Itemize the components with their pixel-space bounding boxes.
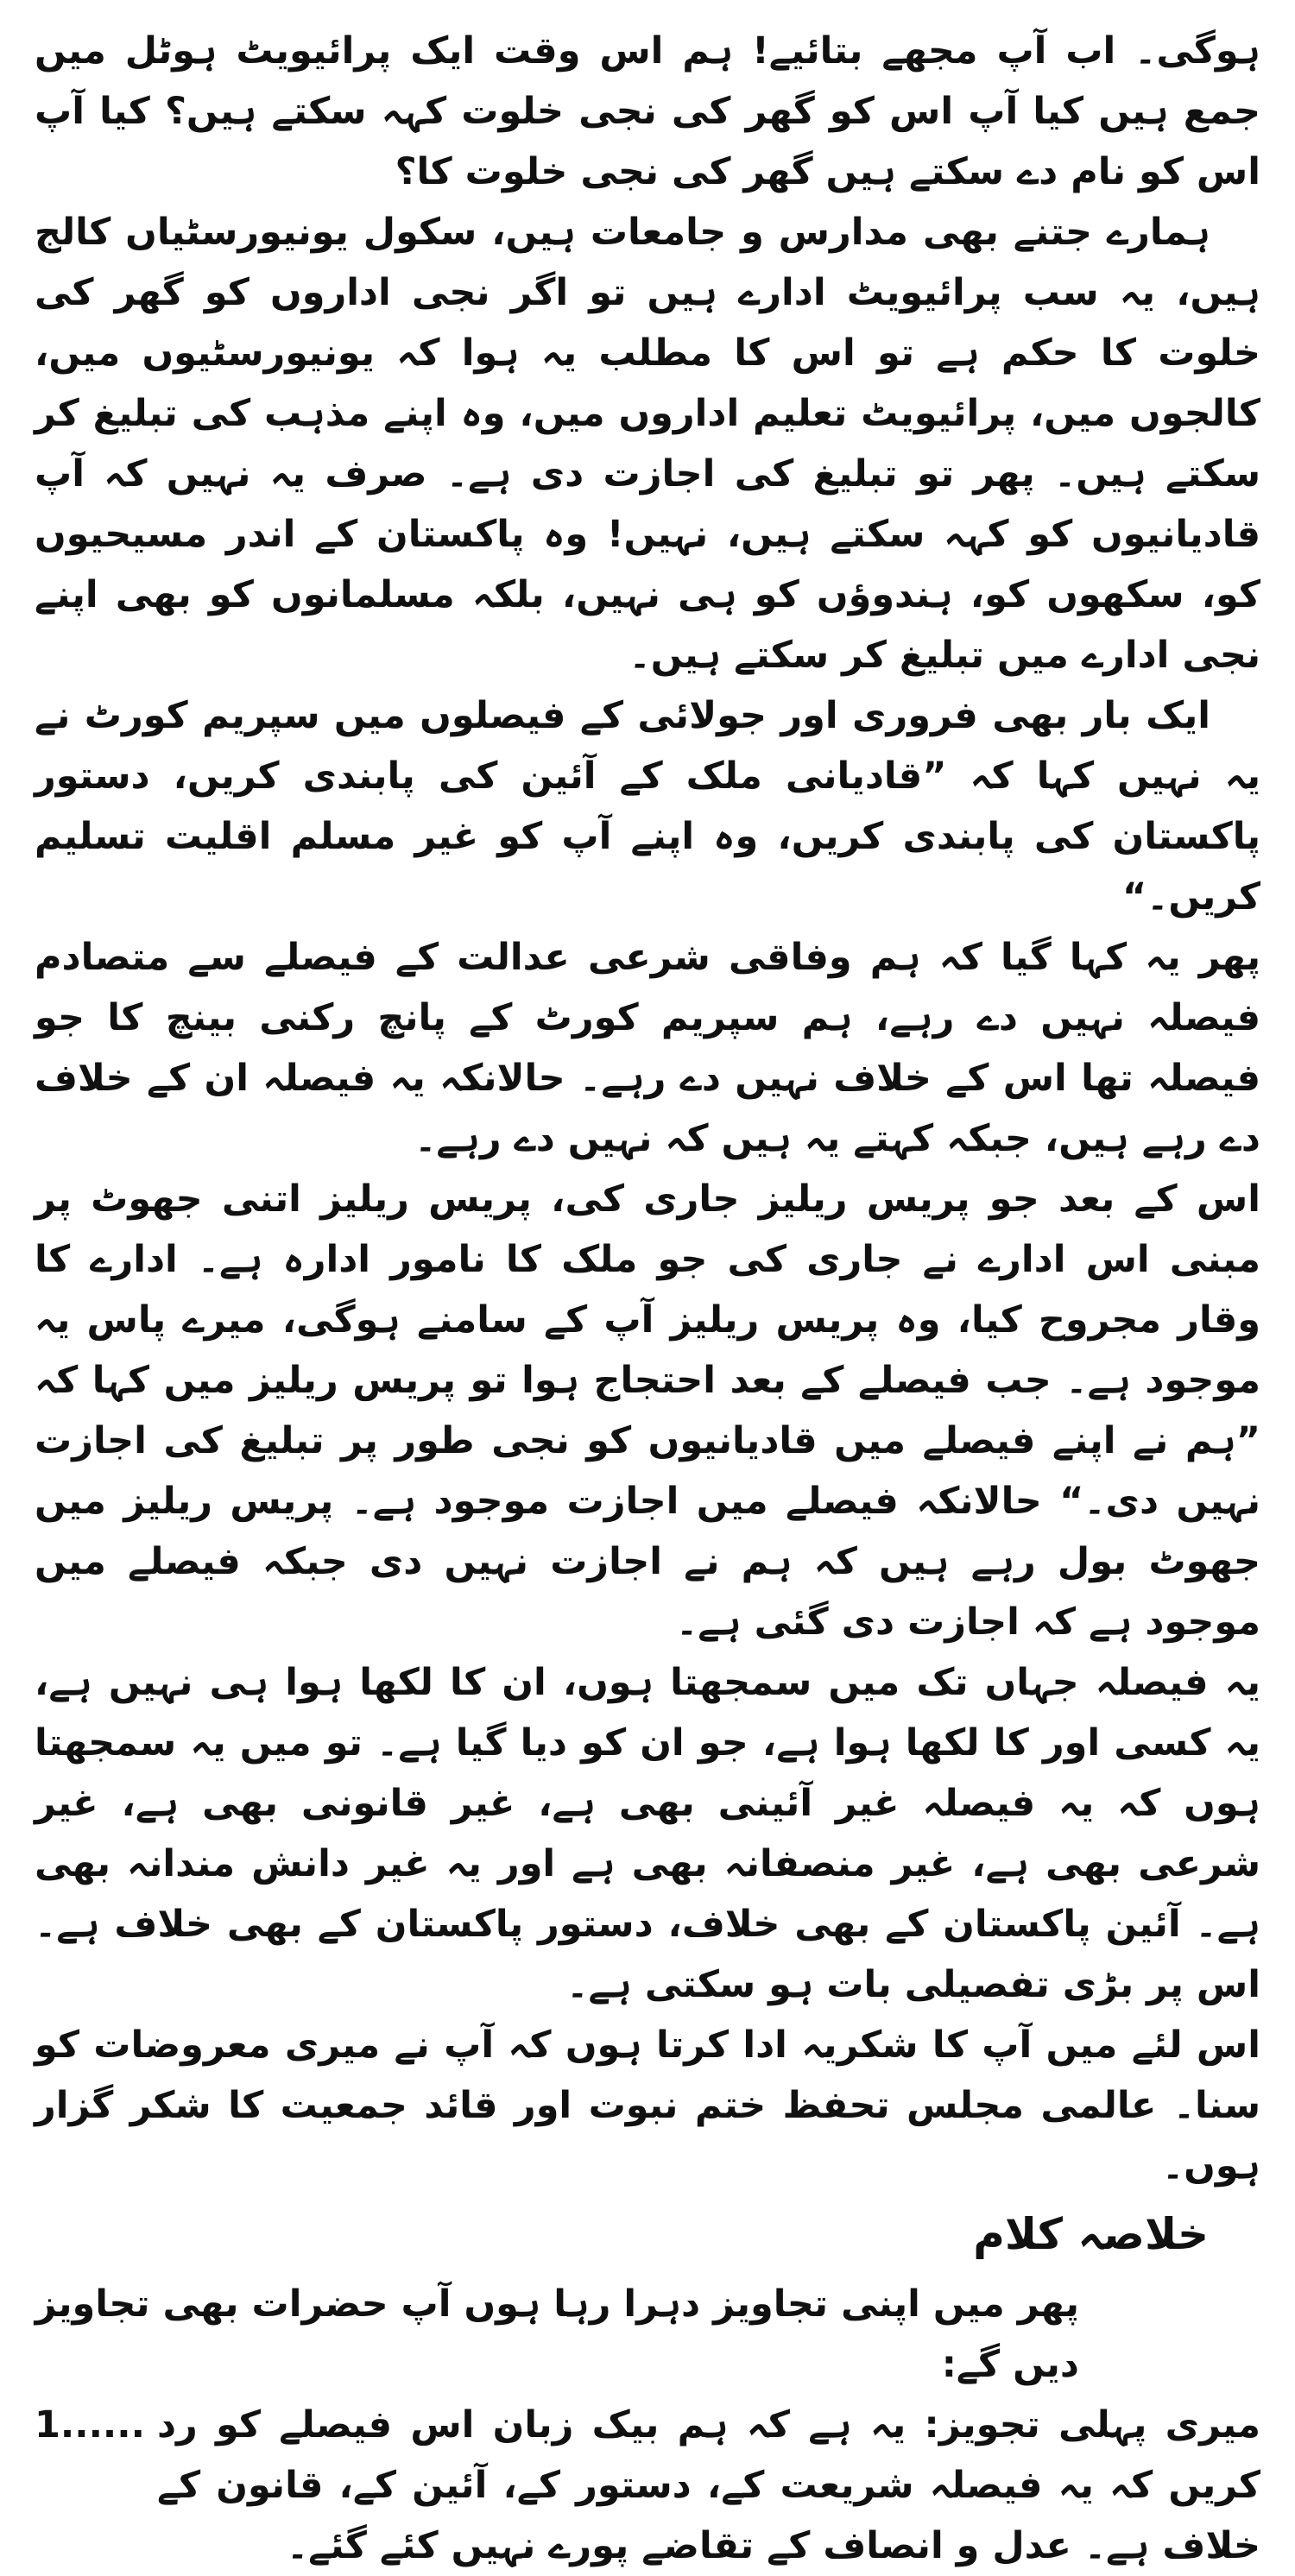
proposal-number: 1...... [35,2403,145,2447]
paragraph-1: ہوگی۔ اب آپ مجھے بتائیے! ہم اس وقت ایک پرائیویٹ ہوٹل میں جمع ہیں کیا آپ اس کو گھر کی نجی خلوت کہہ سکتے ہیں؟ کیا آپ اس کو نام دے سکتے ہیں گھر کی نجی خلوت کا؟ [35,29,1260,193]
paragraph-3: ایک بار بھی فروری اور جولائی کے فیصلوں میں سپریم کورٹ نے یہ نہیں کہا کہ ”قادیانی ملک کے آئین کی پابندی کریں، دستور پاکستان کی پابندی کریں، وہ اپنے آپ کو غیر مسلم اقلیت تسلیم کریں۔“ [35,694,1260,919]
paragraph-6: یہ فیصلہ جہاں تک میں سمجھتا ہوں، ان کا لکھا ہوا ہی نہیں ہے، یہ کسی اور کا لکھا ہوا ہے، جو ان کو دیا گیا ہے۔ تو میں یہ سمجھتا ہوں کہ یہ فیصلہ غیر آئینی بھی ہے، غیر قانونی بھی ہے، غیر شرعی بھی ہے، غیر منصفانہ بھی ہے اور یہ غیر دانش مندانہ بھی ہے۔ آئین پاکستان کے بھی خلاف، دستور پاکستان کے بھی خلاف ہے۔ اس پر بڑی تفصیلی بات ہو سکتی ہے۔ [35,1661,1260,2006]
paragraph-7: اس لئے میں آپ کا شکریہ ادا کرتا ہوں کہ آپ نے میری معروضات کو سنا۔ عالمی مجلس تحفظ ختم نبوت اور قائد جمعیت کا شکر گزار ہوں۔ [35,2024,1260,2188]
proposal-item [35,2395,1260,2576]
proposals-intro: پھر میں اپنی تجاویز دہرا رہا ہوں آپ حضرات بھی تجاویز دیں گے: [35,2282,1079,2386]
proposal-text: میری پہلی تجویز: یہ ہے کہ ہم بیک زبان اس فیصلے کو رد کریں کہ یہ فیصلہ شریعت کے، دستور کے، آئین کے، قانون کے خلاف ہے۔ عدل و انصاف کے تقاضے پورے نہیں کئے گئے۔ [156,2403,1260,2567]
paragraph-2: ہمارے جتنے بھی مدارس و جامعات ہیں، سکول یونیورسٹیاں کالج ہیں، یہ سب پرائیویٹ ادارے ہیں تو اگر نجی اداروں کو گھر کی خلوت کا حکم ہے تو اس کا مطلب یہ ہوا کہ یونیورسٹیوں میں، کالجوں میں، پرائیویٹ تعلیم اداروں میں، وہ اپنے مذہب کی تبلیغ کر سکتے ہیں۔ پھر تو تبلیغ کی اجازت دی ہے۔ صرف یہ نہیں کہ آپ قادیانیوں کو کہہ سکتے ہیں، نہیں! وہ پاکستان کے اندر مسیحیوں کو، سکھوں کو، ہندوؤں کو ہی نہیں، بلکہ مسلمانوں کو بھی اپنے نجی ادارے میں تبلیغ کر سکتے ہیں۔ [35,211,1260,677]
paragraph-5: اس کے بعد جو پریس ریلیز جاری کی، پریس ریلیز اتنی جھوٹ پر مبنی اس ادارے نے جاری کی جو ملک کا نامور ادارہ ہے۔ ادارے کا وقار مجروح کیا، وہ پریس ریلیز آپ کے سامنے ہوگی، میرے پاس یہ موجود ہے۔ جب فیصلے کے بعد احتجاج ہوا تو پریس ریلیز میں کہا کہ ”ہم نے اپنے فیصلے میں قادیانیوں کو نجی طور پر تبلیغ کی اجازت نہیں دی۔“ حالانکہ فیصلے میں اجازت موجود ہے۔ پریس ریلیز میں جھوٹ بول رہے ہیں کہ ہم نے اجازت نہیں دی جبکہ فیصلے میں موجود ہے کہ اجازت دی گئی ہے۔ [35,1178,1260,1644]
paragraph-4: پھر یہ کہا گیا کہ ہم وفاقی شرعی عدالت کے فیصلے سے متصادم فیصلہ نہیں دے رہے، ہم سپریم کورٹ کے پانچ رکنی بینچ کا جو فیصلہ تھا اس کے خلاف نہیں دے رہے۔ حالانکہ یہ فیصلہ ان کے خلاف دے رہے ہیں، جبکہ کہتے یہ ہیں کہ نہیں دے رہے۔ [35,936,1260,1160]
document-page [35,21,1260,2567]
section-heading: خلاصہ کلام [973,2209,1209,2259]
